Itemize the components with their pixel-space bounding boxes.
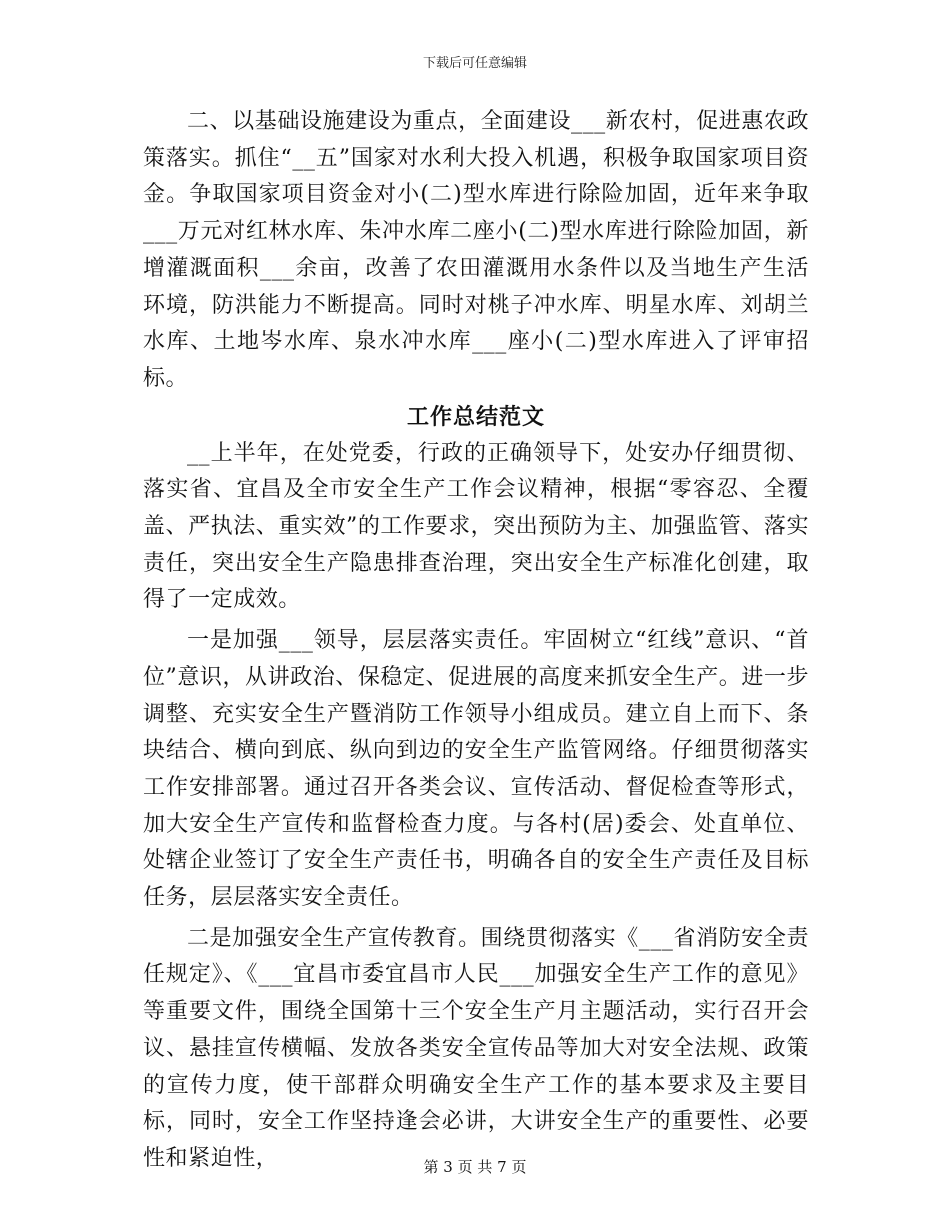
paragraph-infrastructure: 二、以基础设施建设为重点，全面建设___新农村，促进惠农政策落实。抓住“__五”国家对水利大投入机遇，积极争取国家项目资金。争取国家项目资金对小(二)型水库进行除险加固，近年来争取___万元对红林水库、朱冲水库二座小(二)型水库进行除险加固，新增灌溉面积___余亩，改善了农田灌溉用水条件以及当地生产生活环境，防洪能力不断提高。同时对桃子冲水库、明星水库、刘胡兰水库、土地岑水库、泉水冲水库___座小(二)型水库进入了评审招标。 [143, 109, 809, 391]
paragraph-intro: __上半年，在处党委，行政的正确领导下，处安办仔细贯彻、落实省、宜昌及全市安全生产工作会议精神，根据“零容忍、全覆盖、严执法、重实效”的工作要求，突出预防为主、加强监管、落实责任，突出安全生产隐患排查治理，突出安全生产标准化创建，取得了一定成效。 [143, 440, 809, 613]
page-header-note: 下载后可任意编辑 [422, 56, 527, 71]
paragraph-publicity: 二是加强安全生产宣传教育。围绕贯彻落实《___省消防安全责任规定》、《___宜昌市委宜昌市人民___加强安全生产工作的意见》等重要文件，围绕全国第十三个安全生产月主题活动，实行召开会议、悬挂宣传横幅、发放各类安全宣传品等加大对安全法规、政策的宣传力度，使干部群众明确安全生产工作的基本要求及主要目标，同时，安全工作坚持逢会必讲，大讲安全生产的重要性、必要性和紧迫性， [143, 925, 809, 1171]
document-title: 工作总结范文 [406, 403, 545, 430]
page-number-footer: 第 3 页 共 7 页 [423, 1158, 527, 1176]
paragraph-leadership: 一是加强___领导，层层落实责任。牢固树立“红线”意识、“首位”意识，从讲政治、保稳定、促进展的高度来抓安全生产。进一步调整、充实安全生产暨消防工作领导小组成员。建立自上而下、条块结合、横向到底、纵向到边的安全生产监管网络。仔细贯彻落实工作安排部署。通过召开各类会议、宣传活动、督促检查等形式，加大安全生产宣传和监督检查力度。与各村(居)委会、处直单位、处辖企业签订了安全生产责任书，明确各自的安全生产责任及目标任务，层层落实安全责任。 [143, 628, 809, 911]
document-body [143, 104, 809, 1178]
